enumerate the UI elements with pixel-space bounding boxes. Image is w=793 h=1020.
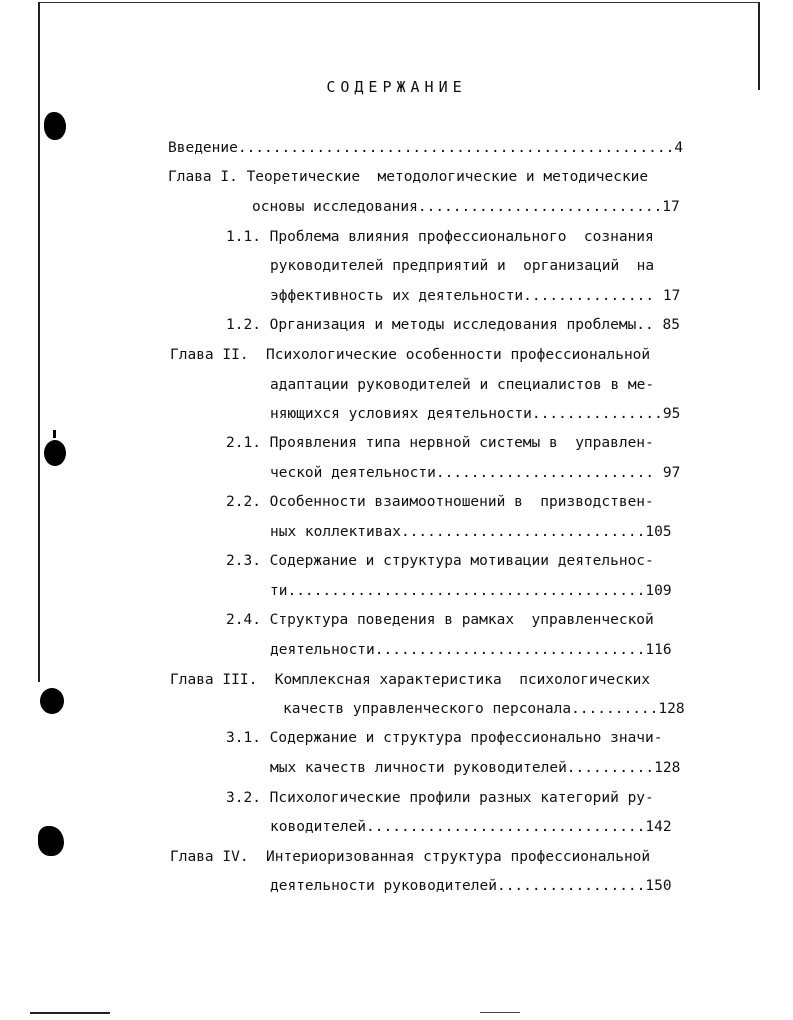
toc-entry: 2.1. Проявления типа нервной системы в управлен- (226, 435, 654, 451)
toc-entry: Глава III. Комплексная характеристика психологических (170, 672, 651, 688)
scan-border-left (38, 2, 40, 682)
toc-entry: 2.2. Особенности взаимоотношений в призводствен- (226, 494, 654, 510)
toc-entry: 2.3. Содержание и структура мотивации деятельнос- (226, 553, 654, 569)
toc-entry: Глава IV. Интериоризованная структура профессиональной (170, 849, 651, 865)
toc-entry: 3.1. Содержание и структура профессионально значи- (226, 730, 663, 746)
toc-entry: ти.........................................109 (270, 583, 672, 599)
toc-entry: ческой деятельности......................... 97 (270, 465, 681, 481)
punch-hole-mark (38, 826, 64, 856)
scan-border-right (758, 2, 760, 90)
scan-border-top (38, 2, 758, 3)
punch-hole-mark (40, 688, 64, 714)
toc-entry: деятельности руководителей.................150 (270, 878, 672, 894)
toc-entry: 2.4. Структура поведения в рамках управленческой (226, 612, 654, 628)
toc-entry: основы исследования............................17 (252, 199, 680, 215)
toc-entry: эффективность их деятельности............... 17 (270, 288, 681, 304)
toc-entry: Глава II. Психологические особенности профессиональной (170, 347, 651, 363)
toc-entry: 3.2. Психологические профили разных категорий ру- (226, 790, 654, 806)
toc-entry: деятельности...............................116 (270, 642, 672, 658)
punch-hole-mark (44, 440, 66, 466)
toc-entry: няющихся условиях деятельности...............95 (270, 406, 681, 422)
punch-hole-mark (44, 112, 66, 140)
scan-border-bottom (30, 1012, 110, 1014)
toc-entry: Введение..................................................4 (168, 140, 684, 156)
toc-entry: 1.2. Организация и методы исследования проблемы.. 85 (226, 317, 680, 333)
toc-entry: руководителей предприятий и организаций на (270, 258, 655, 274)
toc-entry: ководителей................................142 (270, 819, 672, 835)
toc-entry: адаптации руководителей и специалистов в ме- (270, 377, 655, 393)
toc-entry: ных коллективах............................105 (270, 524, 672, 540)
toc-entry: Глава I. Теоретические методологические и методические (168, 169, 649, 185)
toc-entry: качеств управленческого персонала..........128 (283, 701, 685, 717)
page-title: СОДЕРЖАНИЕ (326, 78, 467, 96)
toc-entry: 1.1. Проблема влияния профессионального сознания (226, 229, 654, 245)
scan-border-bottom-mark (480, 1012, 520, 1013)
toc-entry: мых качеств личности руководителей..........128 (270, 760, 681, 776)
